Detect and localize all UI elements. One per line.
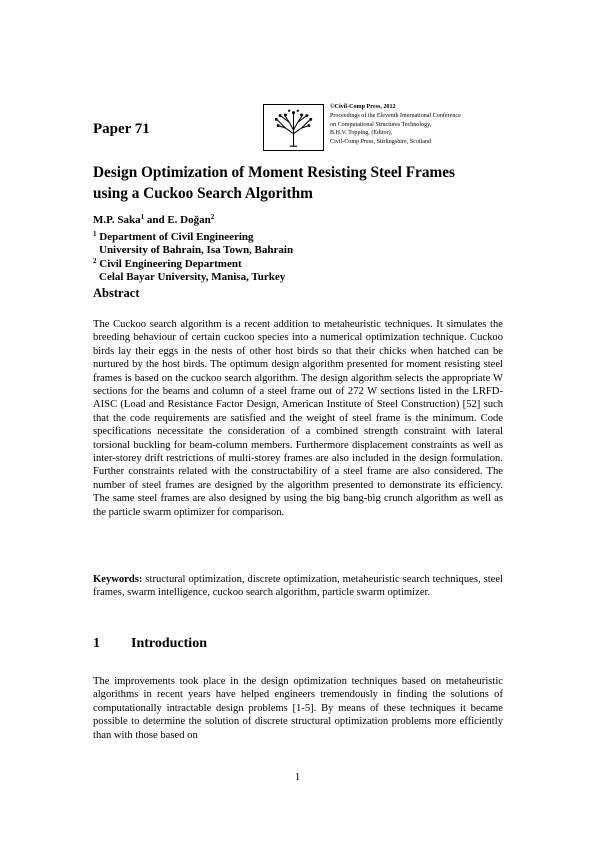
keywords-label: Keywords: <box>93 574 143 585</box>
abstract-text: The Cuckoo search algorithm is a recent addition to metaheuristic techniques. It simulates the breeding behaviour of certain cuckoo species into a numerical optimization technique. Cuckoo birds lay their eggs in the nests of other host birds so that their chicks when hatched can be nurtured by the host birds. The optimum design algorithm presented for moment resisting steel frames is based on the cuckoo search algorithm. The design algorithm selects the appropriate W sections for the beams and column of a steel frame out of 272 W sections listed in the LRFD-AISC (Load and Resistance Factor Design, American Institute of Steel Construction) [52] such that the code requirements are satisfied and the weight of steel frame is the minimum. Code specifications necessitate the consideration of a combined strength constraint with lateral torsional buckling for beam-column members. Furthermore displacement constraints as well as inter-storey drift restrictions of multi-storey frames are also included in the design formulation. Further constraints related with the constructability of a steel frame are also considered. The number of steel frames are designed by the algorithm presented to demonstrate its efficiency. The same steel frames are also designed by using the big bang-big crunch algorithm as well as the particle swarm optimizer for comparison. <box>93 319 503 518</box>
keywords <box>93 573 503 600</box>
affiliation-department: Civil Engineering Department <box>99 258 242 270</box>
affiliation-institution: University of Bahrain, Isa Town, Bahrain <box>99 244 294 256</box>
press-info <box>330 103 520 147</box>
section-number: 1 <box>93 636 100 651</box>
paper-title-line: using a Cuckoo Search Algorithm <box>93 185 313 202</box>
affiliation-mark: 1 <box>93 230 97 238</box>
affiliation-2 <box>93 258 285 284</box>
press-copyright: ©Civil-Comp Press, 2012 <box>330 104 396 110</box>
keywords-text: structural optimization, discrete optimization, metaheuristic search techniques, steel frames, swarm intelligence, cuckoo search algorithm, particle swarm optimizer. <box>93 574 503 599</box>
author-name: and E. Doğan <box>144 214 211 226</box>
section-heading-introduction <box>93 636 207 652</box>
page-number: 1 <box>294 771 301 783</box>
section-title: Introduction <box>131 636 207 651</box>
author-affiliation-mark: 1 <box>140 213 145 221</box>
author-name: M.P. Saka <box>93 214 141 226</box>
introduction-text: The improvements took place in the design optimization techniques based on metaheuristic algorithms in recent years have helped engineers tremendously in finding the solutions of computationally intractable design problems [1-5]. By means of these techniques it became possible to determine the solution of discrete structural optimization problems more efficiently than with those based on <box>93 676 503 741</box>
tree-logo-icon <box>263 104 324 151</box>
author-list <box>93 213 214 227</box>
affiliation-department: Department of Civil Engineering <box>99 231 254 243</box>
affiliation-institution: Celal Bayar University, Manisa, Turkey <box>99 271 286 283</box>
author-affiliation-mark: 2 <box>210 213 215 221</box>
paper-title <box>93 162 513 204</box>
paper-label: Paper 71 <box>93 121 150 137</box>
abstract-heading: Abstract <box>93 286 140 300</box>
press-line: Civil-Comp Press, Stirlingshire, Scotland <box>330 139 432 146</box>
press-line: Proceedings of the Eleventh International Conference <box>330 112 461 119</box>
press-line: on Computational Structures Technology, <box>330 121 432 128</box>
paper-title-line: Design Optimization of Moment Resisting Steel Frames <box>93 164 455 181</box>
affiliation-mark: 2 <box>93 257 97 265</box>
press-line: B.H.V. Topping, (Editor), <box>330 130 393 137</box>
affiliation-1 <box>93 231 293 257</box>
